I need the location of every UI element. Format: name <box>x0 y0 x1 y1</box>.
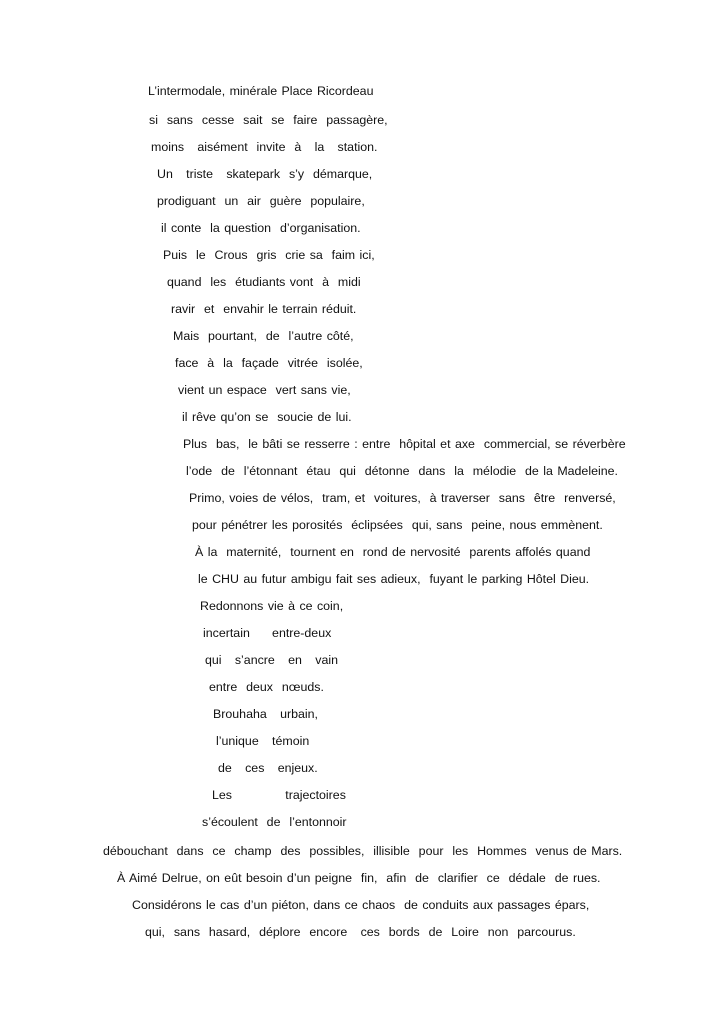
poem-line: vient un espace vert sans vie, <box>178 383 351 397</box>
poem-line: ravir et envahir le terrain réduit. <box>171 302 357 316</box>
poem-line: À la maternité, tournent en rond de nervosité parents affolés quand <box>195 545 591 559</box>
poem-line: moins aisément invite à la station. <box>151 140 378 154</box>
poem-line: prodiguant un air guère populaire, <box>157 194 365 208</box>
poem-line: débouchant dans ce champ des possibles, illisible pour les Hommes venus de Mars. <box>103 844 623 858</box>
poem-line: si sans cesse sait se faire passagère, <box>149 113 388 127</box>
poem-line: Considérons le cas d’un piéton, dans ce chaos de conduits aux passages épars, <box>132 898 590 912</box>
poem-line: Mais pourtant, de l’autre côté, <box>173 329 354 343</box>
poem-line: Primo, voies de vélos, tram, et voitures, à traverser sans être renversé, <box>189 491 616 505</box>
poem-line: le CHU au futur ambigu fait ses adieux, fuyant le parking Hôtel Dieu. <box>198 572 590 586</box>
poem-line: Brouhaha urbain, <box>213 707 318 721</box>
poem-line: qui, sans hasard, déplore encore ces bords de Loire non parcourus. <box>145 925 576 939</box>
poem-line: de ces enjeux. <box>218 761 318 775</box>
poem-line: À Aimé Delrue, on eût besoin d’un peigne fin, afin de clarifier ce dédale de rues. <box>117 871 601 885</box>
poem-line: Un triste skatepark s’y démarque, <box>157 167 373 181</box>
poem-line: s’écoulent de l’entonnoir <box>202 815 347 829</box>
poem-line: il conte la question d’organisation. <box>161 221 361 235</box>
poem-line: l’ode de l’étonnant étau qui détonne dans la mélodie de la Madeleine. <box>186 464 618 478</box>
poem-line: Les trajectoires <box>212 788 346 802</box>
poem-line: Plus bas, le bâti se resserre : entre hôpital et axe commercial, se réverbère <box>183 437 626 451</box>
poem-line: quand les étudiants vont à midi <box>167 275 361 289</box>
poem-line: Redonnons vie à ce coin, <box>200 599 344 613</box>
poem-line: qui s’ancre en vain <box>205 653 338 667</box>
poem-line: face à la façade vitrée isolée, <box>175 356 363 370</box>
poem-line: entre deux nœuds. <box>209 680 324 694</box>
poem-line: Puis le Crous gris crie sa faim ici, <box>163 248 375 262</box>
poem-line: l’unique témoin <box>216 734 310 748</box>
poem-line: il rêve qu’on se soucie de lui. <box>182 410 352 424</box>
poem-line: pour pénétrer les porosités éclipsées qui, sans peine, nous emmènent. <box>192 518 603 532</box>
poem-line: incertain entre-deux <box>203 626 332 640</box>
poem-line: L’intermodale, minérale Place Ricordeau <box>148 84 374 98</box>
